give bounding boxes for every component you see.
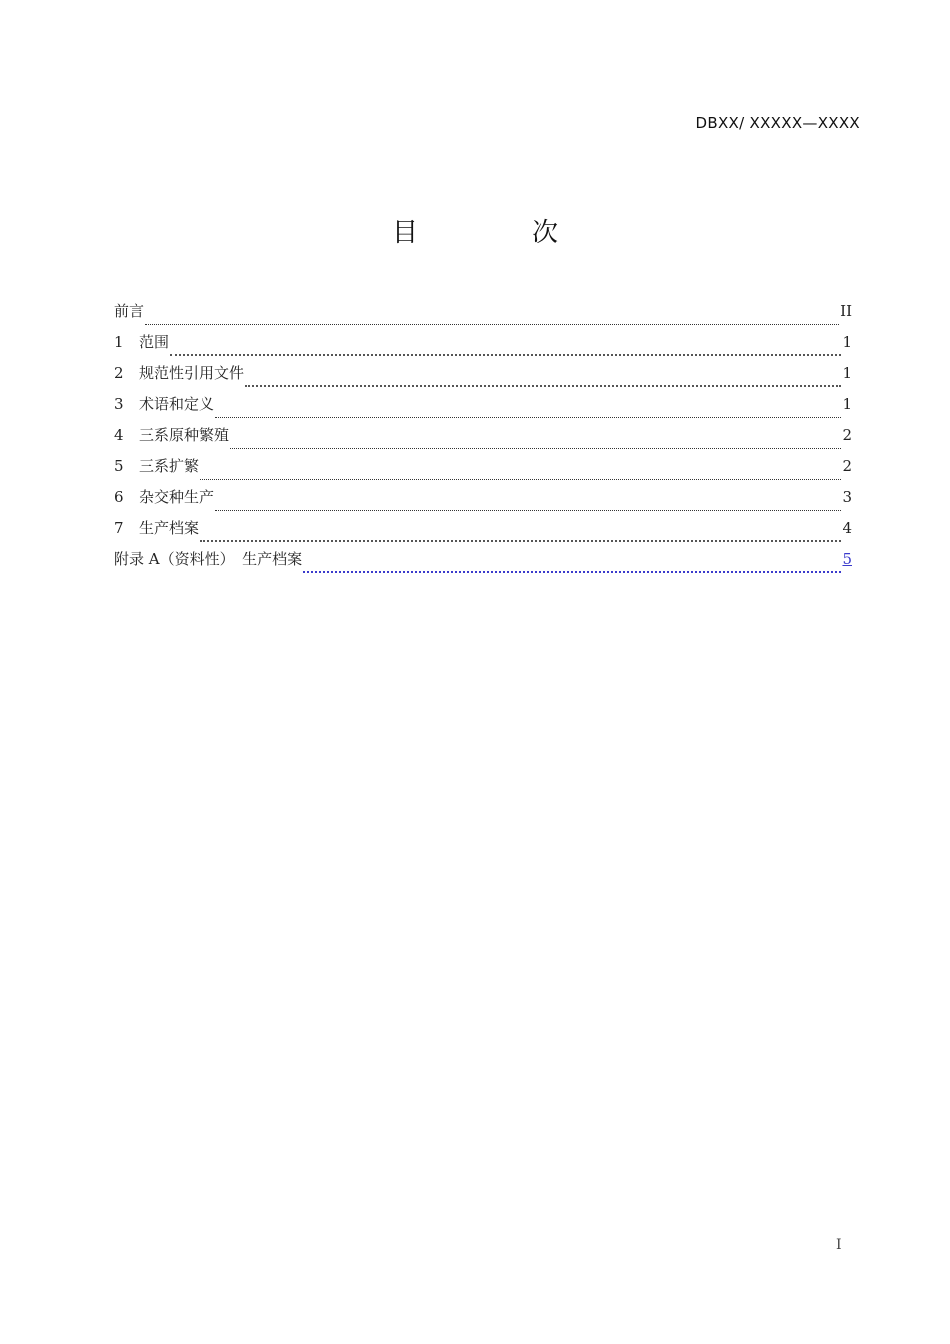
toc-leader-dots	[215, 510, 841, 511]
toc-entry-number: 5	[114, 457, 124, 475]
toc-entry-page: 1	[842, 395, 852, 413]
toc-entry[interactable]	[114, 424, 852, 455]
toc-entry-label: 附录 A（资料性） 生产档案	[114, 550, 303, 568]
toc-entry-label: 三系原种繁殖	[139, 426, 230, 444]
toc-entry-label: 范围	[139, 333, 170, 351]
toc-entry-number: 7	[114, 519, 124, 537]
toc-entry-page: 1	[842, 364, 852, 382]
toc-entry[interactable]	[114, 517, 852, 548]
toc-entry[interactable]	[114, 455, 852, 486]
toc-entry-label: 三系扩繁	[139, 457, 200, 475]
toc-entry-page: II	[840, 302, 852, 320]
toc-entry[interactable]	[114, 300, 852, 331]
toc-entry[interactable]	[114, 548, 852, 579]
toc-entry-number: 2	[114, 364, 124, 382]
toc-entry-label: 生产档案	[139, 519, 200, 537]
toc-leader-dots	[200, 479, 841, 480]
page-number: I	[836, 1237, 842, 1253]
toc-entry-label: 杂交种生产	[139, 488, 215, 506]
toc-entry[interactable]	[114, 393, 852, 424]
toc-entry-page: 2	[842, 426, 852, 444]
toc-entry[interactable]	[114, 486, 852, 517]
toc-leader-dots	[303, 571, 841, 573]
toc-entry-page: 3	[842, 488, 852, 506]
toc-entry-label: 规范性引用文件	[139, 364, 245, 382]
toc-entry[interactable]	[114, 331, 852, 362]
toc-leader-dots	[170, 354, 841, 356]
table-of-contents	[114, 300, 852, 579]
toc-entry-number: 1	[114, 333, 124, 351]
toc-entry[interactable]	[114, 362, 852, 393]
toc-entry-label: 前言	[114, 302, 145, 320]
toc-entry-page: 1	[842, 333, 852, 351]
document-code: DBXX/ XXXXX—XXXX	[695, 114, 860, 132]
toc-entry-label: 术语和定义	[139, 395, 215, 413]
toc-leader-dots	[145, 324, 839, 325]
toc-entry-page: 2	[842, 457, 852, 475]
toc-leader-dots	[200, 540, 841, 542]
toc-title: 目 次	[391, 218, 602, 248]
toc-leader-dots	[245, 385, 841, 387]
toc-entry-number: 6	[114, 488, 124, 506]
toc-leader-dots	[215, 417, 841, 418]
toc-entry-page: 4	[842, 519, 852, 537]
toc-entry-number: 4	[114, 426, 124, 444]
toc-entry-page: 5	[842, 550, 852, 568]
toc-leader-dots	[230, 448, 841, 449]
toc-entry-number: 3	[114, 395, 124, 413]
